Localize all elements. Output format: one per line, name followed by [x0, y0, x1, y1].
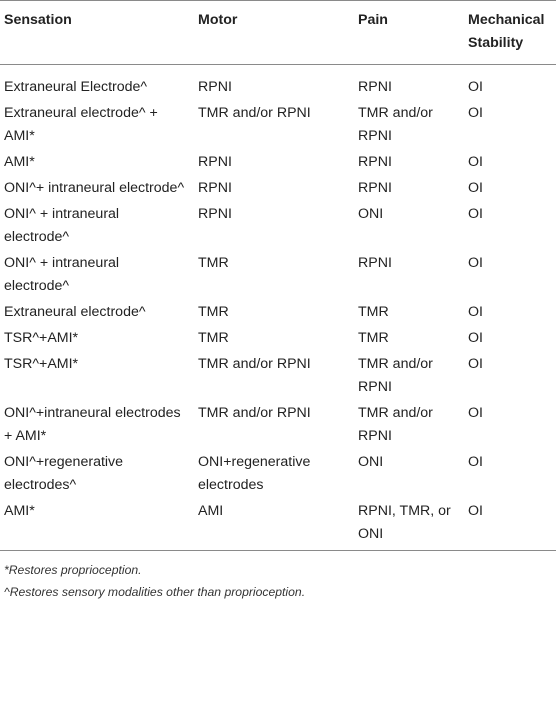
table-row	[0, 201, 556, 250]
cell-motor: TMR	[198, 255, 229, 271]
footnote-asterisk: *Restores proprioception.	[4, 563, 142, 577]
table-footnotes	[0, 551, 556, 603]
table-row	[0, 325, 556, 351]
cell-motor: TMR and/or RPNI	[198, 356, 311, 372]
cell-sensation: AMI*	[4, 154, 35, 170]
cell-sensation: Extraneural electrode^ + AMI*	[4, 105, 158, 144]
table-row	[0, 449, 556, 498]
table-row	[0, 175, 556, 201]
header-sensation: Sensation	[4, 12, 72, 28]
cell-sensation: ONI^+regenerative electrodes^	[4, 454, 124, 493]
table-row	[0, 400, 556, 449]
cell-mechanical-stability: OI	[468, 154, 483, 170]
cell-mechanical-stability: OI	[468, 180, 483, 196]
cell-mechanical-stability: OI	[468, 356, 483, 372]
cell-sensation: Extraneural Electrode^	[4, 79, 148, 95]
cell-mechanical-stability: OI	[468, 405, 483, 421]
cell-mechanical-stability: OI	[468, 206, 483, 222]
cell-pain: RPNI	[358, 255, 392, 271]
cell-motor: TMR	[198, 304, 229, 320]
table-row	[0, 100, 556, 149]
cell-pain: ONI	[358, 454, 384, 470]
cell-motor: RPNI	[198, 79, 232, 95]
cell-sensation: AMI*	[4, 503, 35, 519]
cell-mechanical-stability: OI	[468, 304, 483, 320]
cell-sensation: TSR^+AMI*	[4, 356, 79, 372]
cell-motor: RPNI	[198, 206, 232, 222]
cell-pain: RPNI	[358, 180, 392, 196]
cell-sensation: ONI^ + intraneural electrode^	[4, 206, 120, 245]
cell-motor: TMR and/or RPNI	[198, 405, 311, 421]
footnote-caret: ^Restores sensory modalities other than proprioception.	[4, 585, 306, 599]
table-row	[0, 149, 556, 175]
cell-sensation: TSR^+AMI*	[4, 330, 79, 346]
table-row	[0, 299, 556, 325]
table-header-row	[0, 1, 556, 65]
header-mechanical-stability: Mechanical Stability	[468, 12, 545, 51]
cell-motor: RPNI	[198, 154, 232, 170]
cell-sensation: Extraneural electrode^	[4, 304, 146, 320]
cell-motor: AMI	[198, 503, 224, 519]
cell-mechanical-stability: OI	[468, 330, 483, 346]
cell-motor: ONI+regenerative electrodes	[198, 454, 311, 493]
header-motor: Motor	[198, 12, 238, 28]
cell-mechanical-stability: OI	[468, 79, 483, 95]
cell-mechanical-stability: OI	[468, 105, 483, 121]
cell-pain: TMR and/or RPNI	[358, 356, 433, 395]
cell-motor: TMR	[198, 330, 229, 346]
header-pain: Pain	[358, 12, 388, 28]
cell-mechanical-stability: OI	[468, 255, 483, 271]
table-row	[0, 351, 556, 400]
cell-motor: RPNI	[198, 180, 232, 196]
cell-mechanical-stability: OI	[468, 503, 483, 519]
cell-sensation: ONI^+intraneural electrodes + AMI*	[4, 405, 181, 444]
cell-motor: TMR and/or RPNI	[198, 105, 311, 121]
table-row	[0, 498, 556, 551]
cell-pain: TMR and/or RPNI	[358, 405, 433, 444]
cell-pain: RPNI	[358, 79, 392, 95]
cell-mechanical-stability: OI	[468, 454, 483, 470]
table-row	[0, 250, 556, 299]
cell-pain: TMR	[358, 330, 389, 346]
cell-pain: TMR	[358, 304, 389, 320]
cell-pain: ONI	[358, 206, 384, 222]
cell-sensation: ONI^+ intraneural electrode^	[4, 180, 185, 196]
cell-pain: TMR and/or RPNI	[358, 105, 433, 144]
cell-sensation: ONI^ + intraneural electrode^	[4, 255, 120, 294]
table-row	[0, 65, 556, 101]
cell-pain: RPNI	[358, 154, 392, 170]
cell-pain: RPNI, TMR, or ONI	[358, 503, 451, 542]
